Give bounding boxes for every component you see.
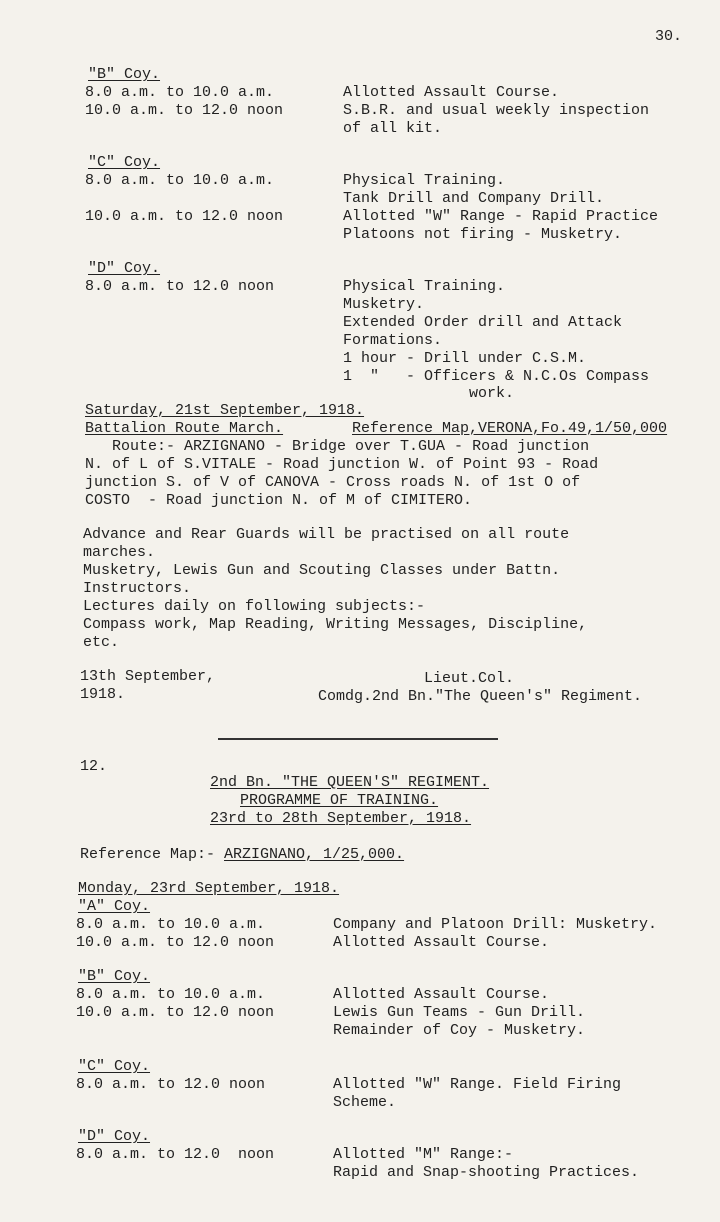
c-coy-time-2: 10.0 a.m. to 12.0 noon — [85, 208, 284, 225]
d-coy-activity-e: 1 hour - Drill under C.S.M. — [343, 350, 587, 367]
p2-d-coy-activity-1a: Allotted "M" Range:- — [333, 1146, 514, 1163]
monday-heading: Monday, 23rd September, 1918. — [78, 880, 340, 897]
note-line-2: marches. — [83, 544, 156, 561]
c-coy-activity-2a: Allotted "W" Range - Rapid Practice — [343, 208, 659, 225]
d-coy-heading: "D" Coy. — [88, 260, 161, 277]
c-coy-heading: "C" Coy. — [88, 154, 161, 171]
programme-title-1: 2nd Bn. "THE QUEEN'S" REGIMENT. — [210, 774, 490, 791]
p2-b-coy-time-2: 10.0 a.m. to 12.0 noon — [76, 1004, 275, 1021]
route-line-4: COSTO - Road junction N. of M of CIMITERO. — [85, 492, 473, 509]
p2-d-coy-activity-1b: Rapid and Snap-shooting Practices. — [333, 1164, 640, 1181]
reference-map-label — [80, 846, 404, 864]
p2-c-coy-heading: "C" Coy. — [78, 1058, 151, 1075]
p2-a-coy-time-1: 8.0 a.m. to 10.0 a.m. — [76, 916, 266, 933]
route-reference: Reference Map,VERONA,Fo.49,1/50,000 — [352, 420, 668, 437]
p2-a-coy-activity-1: Company and Platoon Drill: Musketry. — [333, 916, 658, 933]
route-march-title: Battalion Route March. — [85, 420, 284, 437]
d-coy-activity-d: Formations. — [343, 332, 443, 349]
note-line-6: Compass work, Map Reading, Writing Messages, Discipline, — [83, 616, 588, 633]
p2-c-coy-time-1: 8.0 a.m. to 12.0 noon — [76, 1076, 266, 1093]
d-coy-time-1: 8.0 a.m. to 12.0 noon — [85, 278, 275, 295]
p2-d-coy-heading: "D" Coy. — [78, 1128, 151, 1145]
p2-d-coy-time-1: 8.0 a.m. to 12.0 noon — [76, 1146, 275, 1163]
signature-rank: Lieut.Col. — [424, 670, 515, 687]
b-coy-time-2: 10.0 a.m. to 12.0 noon — [85, 102, 284, 119]
d-coy-activity-b: Musketry. — [343, 296, 425, 313]
p2-b-coy-activity-1: Allotted Assault Course. — [333, 986, 550, 1003]
programme-title-3: 23rd to 28th September, 1918. — [210, 810, 472, 827]
c-coy-activity-2b: Platoons not firing - Musketry. — [343, 226, 623, 243]
p2-a-coy-time-2: 10.0 a.m. to 12.0 noon — [76, 934, 275, 951]
c-coy-activity-1a: Physical Training. — [343, 172, 506, 189]
signature-command: Comdg.2nd Bn."The Queen's" Regiment. — [318, 688, 643, 705]
page-number: 30. — [655, 28, 683, 45]
b-coy-heading: "B" Coy. — [88, 66, 161, 83]
note-line-1: Advance and Rear Guards will be practised on all route — [83, 526, 570, 543]
section-number: 12. — [80, 758, 108, 775]
p2-b-coy-time-1: 8.0 a.m. to 10.0 a.m. — [76, 986, 266, 1003]
d-coy-activity-c: Extended Order drill and Attack — [343, 314, 623, 331]
b-coy-activity-1: Allotted Assault Course. — [343, 84, 560, 101]
note-line-3: Musketry, Lewis Gun and Scouting Classes under Battn. — [83, 562, 561, 579]
p2-b-coy-activity-2a: Lewis Gun Teams - Gun Drill. — [333, 1004, 586, 1021]
p2-b-coy-heading: "B" Coy. — [78, 968, 151, 985]
note-line-5: Lectures daily on following subjects:- — [83, 598, 426, 615]
section-divider — [218, 738, 498, 740]
signature-date-1: 13th September, — [80, 668, 216, 685]
route-line-1: Route:- ARZIGNANO - Bridge over T.GUA - Road junction — [85, 438, 590, 455]
b-coy-activity-2a: S.B.R. and usual weekly inspection — [343, 102, 650, 119]
p2-a-coy-activity-2: Allotted Assault Course. — [333, 934, 550, 951]
c-coy-time-1: 8.0 a.m. to 10.0 a.m. — [85, 172, 275, 189]
p2-c-coy-activity-1b: Scheme. — [333, 1094, 397, 1111]
reference-map-label-text: Reference Map:- — [80, 846, 225, 863]
p2-b-coy-activity-2b: Remainder of Coy - Musketry. — [333, 1022, 586, 1039]
d-coy-activity-g: work. — [343, 385, 515, 402]
reference-map-value: ARZIGNANO, 1/25,000. — [224, 846, 405, 863]
d-coy-activity-a: Physical Training. — [343, 278, 506, 295]
saturday-heading: Saturday, 21st September, 1918. — [85, 402, 365, 419]
route-line-2: N. of L of S.VITALE - Road junction W. of Point 93 - Road — [85, 456, 599, 473]
note-line-7: etc. — [83, 634, 120, 651]
note-line-4: Instructors. — [83, 580, 192, 597]
route-line-3: junction S. of V of CANOVA - Cross roads N. of 1st O of — [85, 474, 581, 491]
b-coy-activity-2b: of all kit. — [343, 120, 443, 137]
b-coy-time-1: 8.0 a.m. to 10.0 a.m. — [85, 84, 275, 101]
p2-c-coy-activity-1a: Allotted "W" Range. Field Firing — [333, 1076, 622, 1093]
signature-date-2: 1918. — [80, 686, 126, 703]
programme-title-2: PROGRAMME OF TRAINING. — [240, 792, 439, 809]
d-coy-activity-f: 1 " - Officers & N.C.Os Compass — [343, 368, 650, 385]
c-coy-activity-1b: Tank Drill and Company Drill. — [343, 190, 605, 207]
p2-a-coy-heading: "A" Coy. — [78, 898, 151, 915]
